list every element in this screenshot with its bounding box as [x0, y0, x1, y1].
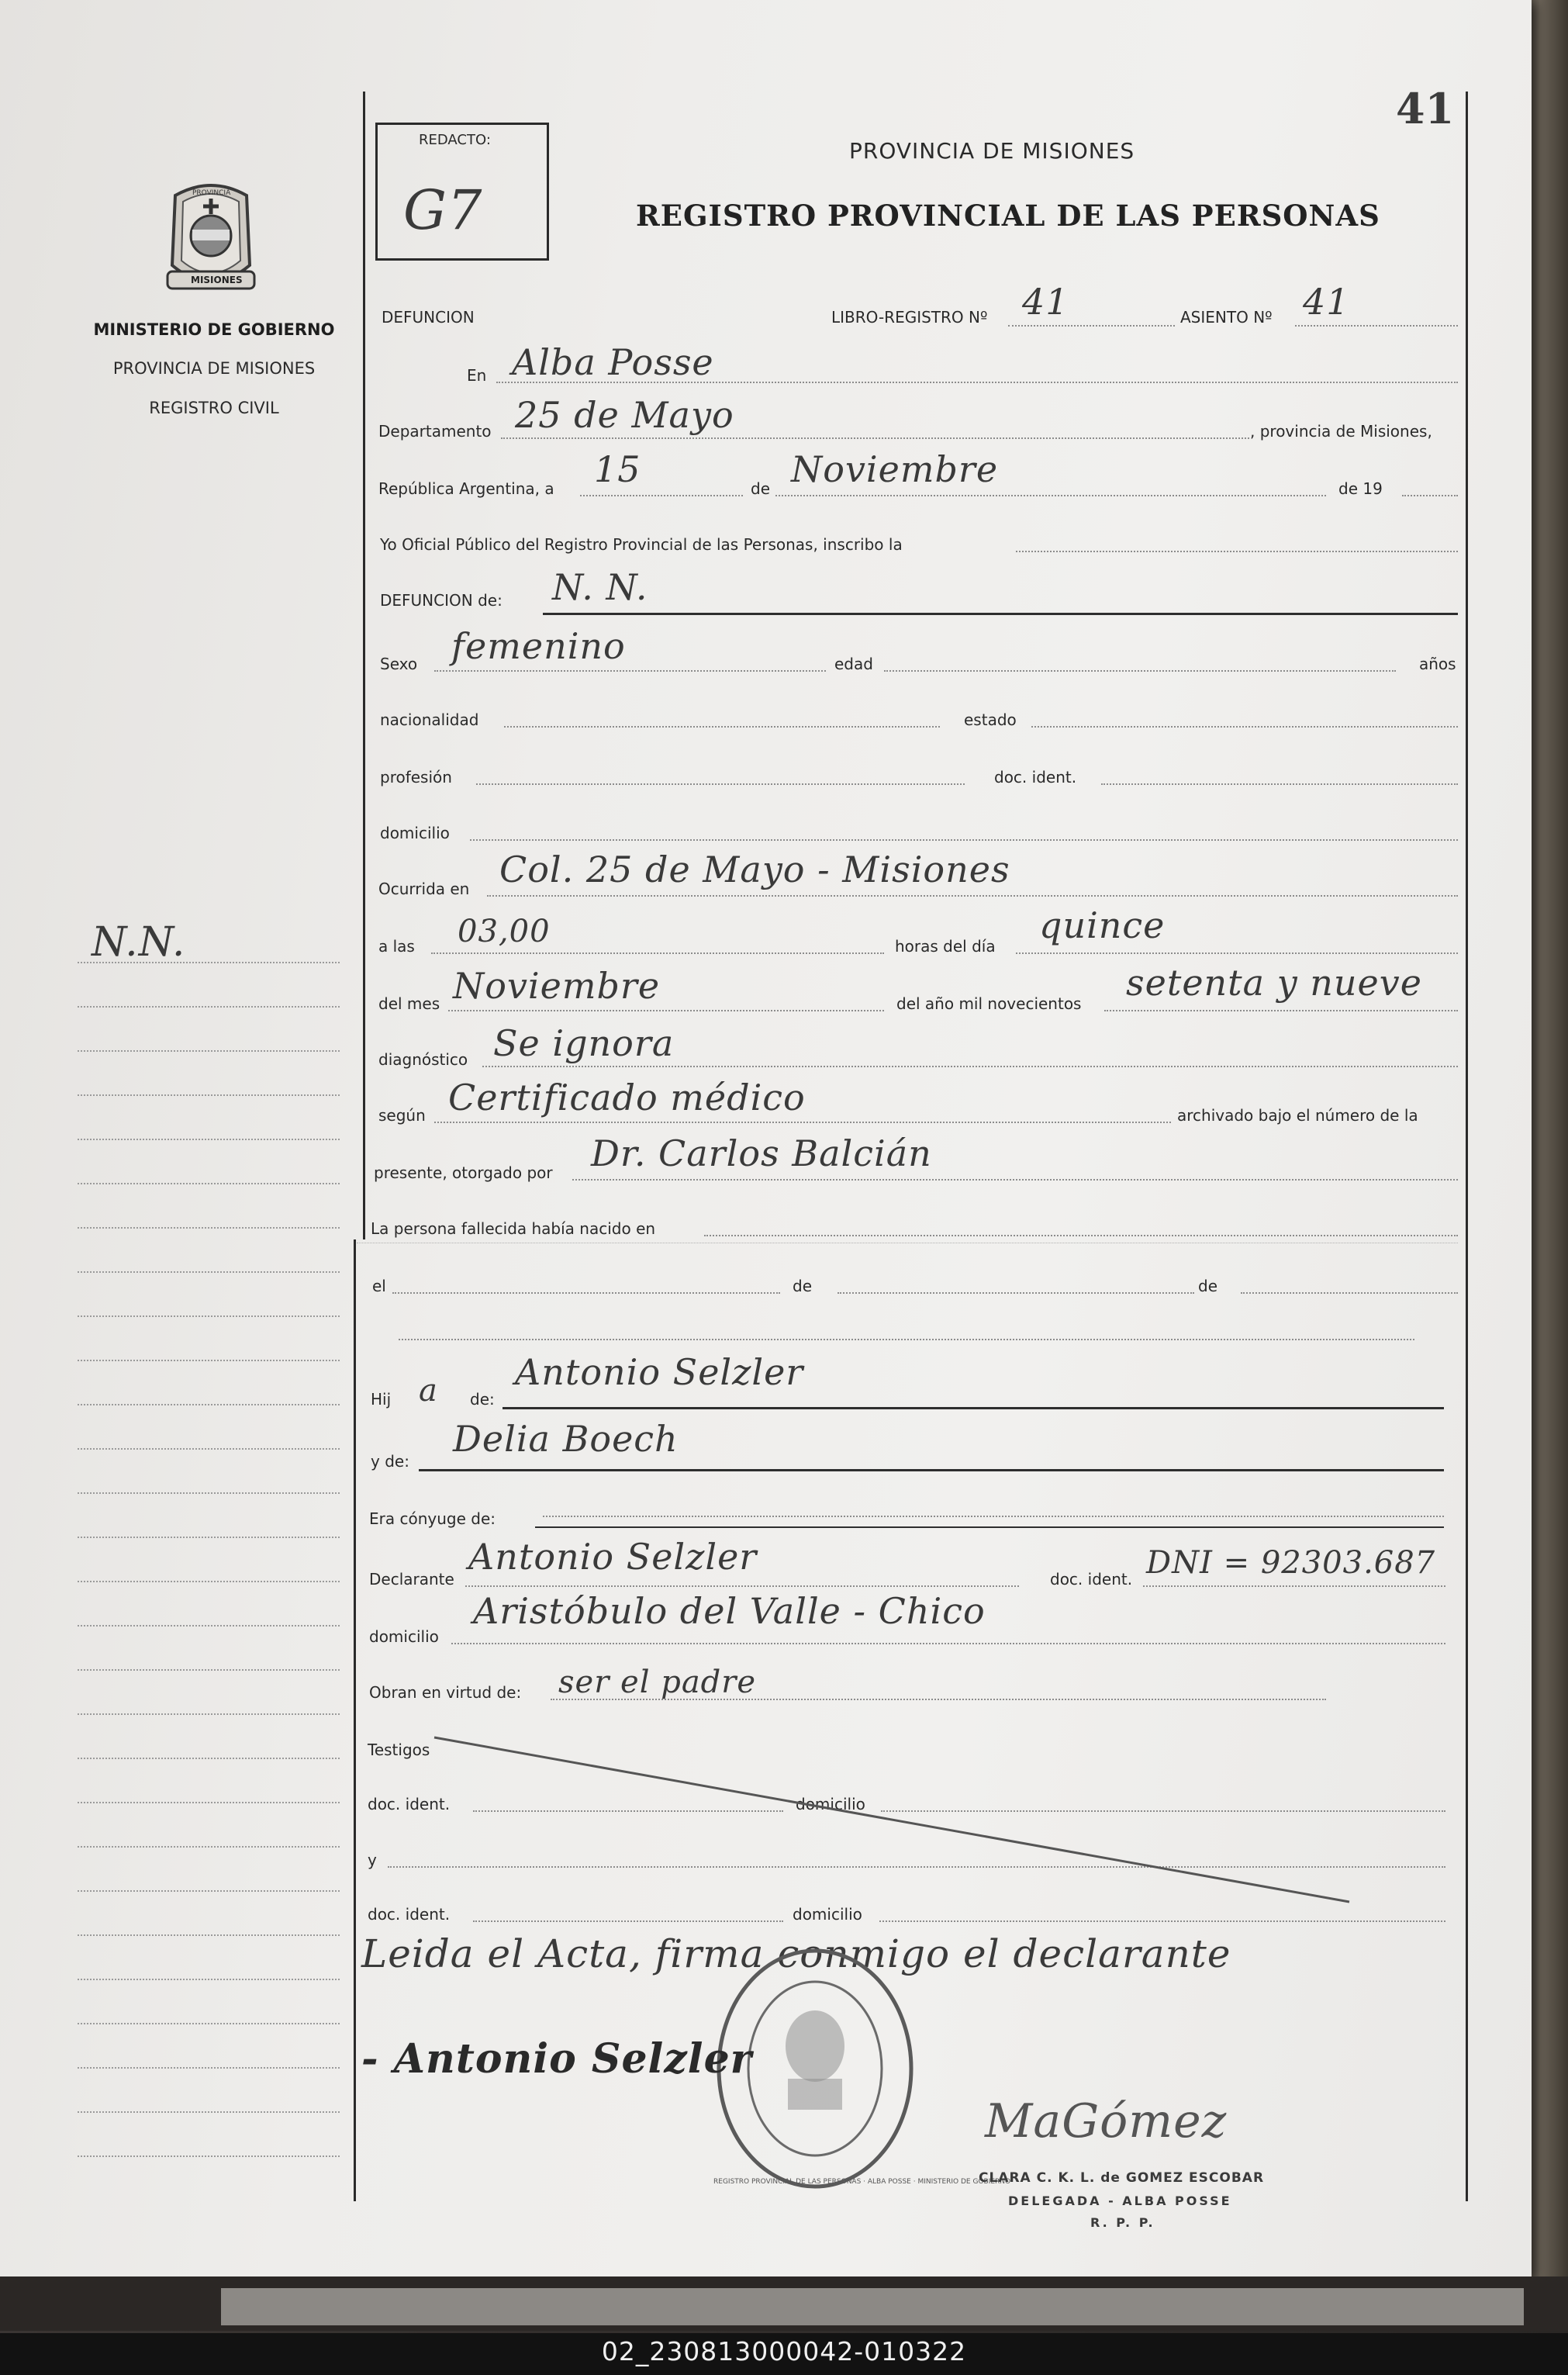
redacto-value: G7 — [403, 178, 483, 242]
declarante-dom-value: Aristóbulo del Valle - Chico — [473, 1590, 986, 1632]
yo-oficial-text: Yo Oficial Público del Registro Provincial de las Personas, inscribo la — [380, 535, 903, 554]
margin-line — [78, 1315, 340, 1318]
margin-line — [78, 1227, 340, 1229]
record-type: DEFUNCION — [382, 308, 475, 327]
de-b-line — [1241, 1292, 1458, 1295]
defuncion-de-line — [543, 613, 1458, 615]
ocurrida-line — [487, 895, 1458, 897]
doc-ident-label: doc. ident. — [994, 768, 1077, 786]
delmes-line — [448, 1010, 884, 1012]
el-line — [392, 1292, 780, 1295]
margin-line — [78, 1669, 340, 1671]
delmes-value: Noviembre — [453, 965, 661, 1007]
en-label: En — [467, 366, 487, 385]
libro-value: 41 — [1022, 281, 1069, 323]
libro-label: LIBRO-REGISTRO Nº — [831, 308, 988, 327]
margin-line — [78, 1802, 340, 1804]
alas-value: 03,00 — [458, 914, 551, 949]
t2-dom-line — [879, 1920, 1445, 1923]
margin-line — [78, 1492, 340, 1495]
ocurrida-value: Col. 25 de Mayo - Misiones — [499, 849, 1010, 890]
republica-label: República Argentina, a — [378, 479, 554, 498]
seal-text-top: PROVINCIA — [192, 189, 231, 197]
libro-line — [1008, 325, 1175, 327]
presente-value: Dr. Carlos Balcián — [591, 1132, 932, 1174]
t2-doc-line — [473, 1920, 783, 1923]
margin-line — [78, 1979, 340, 1981]
margin-line — [78, 1846, 340, 1848]
nacionalidad-label: nacionalidad — [380, 710, 479, 729]
mes-value: Noviembre — [791, 448, 999, 490]
de-label: de — [751, 479, 770, 498]
delano-line — [1104, 1010, 1458, 1012]
hij-label: Hij — [371, 1390, 392, 1409]
right-border-rule — [1466, 92, 1468, 2201]
declarante-value: Antonio Selzler — [468, 1536, 758, 1578]
ministry-seal — [161, 180, 261, 295]
margin-line — [78, 1537, 340, 1539]
provincia-suffix: , provincia de Misiones, — [1250, 422, 1432, 441]
margin-line — [78, 1713, 340, 1716]
margin-line — [78, 1448, 340, 1450]
image-caption: 02_230813000042-010322 — [601, 2336, 967, 2366]
yde-label: y de: — [371, 1452, 409, 1471]
departamento-line — [501, 437, 1249, 440]
estado-line — [1031, 726, 1458, 728]
segun-value: Certificado médico — [448, 1077, 806, 1118]
conyuge-line — [535, 1526, 1444, 1528]
t1-doc-label: doc. ident. — [368, 1795, 451, 1813]
margin-line — [78, 1139, 340, 1141]
cancel-stroke — [434, 1737, 1349, 1908]
year-line — [1402, 495, 1458, 497]
dia-value: 15 — [594, 448, 641, 490]
diagnostico-value: Se ignora — [493, 1022, 675, 1064]
domicilio-label: domicilio — [380, 824, 450, 842]
estado-label: estado — [964, 710, 1017, 729]
seal-text-bottom: MISIONES — [191, 275, 243, 285]
yo-oficial-line — [1016, 551, 1458, 553]
declarante-dom-label: domicilio — [369, 1627, 439, 1646]
diagnostico-line — [482, 1066, 1458, 1068]
next-page-edge — [221, 2288, 1524, 2325]
margin-note: N.N. — [92, 919, 186, 966]
departamento-value: 25 de Mayo — [515, 394, 734, 436]
left-border-rule — [363, 92, 365, 1239]
obran-label: Obran en virtud de: — [369, 1683, 522, 1702]
sexo-value: femenino — [451, 625, 626, 667]
official-org: R. P. P. — [1090, 2215, 1155, 2230]
defuncion-de-value: N. N. — [552, 566, 648, 608]
margin-line — [78, 2111, 340, 2114]
conyuge-label: Era cónyuge de: — [369, 1509, 496, 1528]
el-label: el — [372, 1277, 386, 1295]
margin-line — [78, 1050, 340, 1053]
dia-line — [580, 495, 743, 497]
margin-line — [78, 1006, 340, 1008]
mes-line — [775, 495, 1326, 497]
ministry-name: MINISTERIO DE GOBIERNO — [93, 320, 335, 339]
diagnostico-label: diagnóstico — [378, 1050, 468, 1069]
declarante-doc-line — [1143, 1585, 1445, 1588]
margin-line — [78, 2023, 340, 2025]
de19-label: de 19 — [1338, 479, 1383, 498]
doc-ident-line — [1101, 783, 1458, 786]
ministry-province: PROVINCIA DE MISIONES — [112, 359, 316, 378]
testigos-label: Testigos — [368, 1741, 430, 1759]
margin-line — [78, 1625, 340, 1627]
margin-line — [78, 1581, 340, 1583]
margin-line — [78, 1758, 340, 1760]
stamp-text: REGISTRO PROVINCIAL DE LAS PERSONAS · ALBA POSSE · MINISTERIO DE GOBIERNO — [713, 2178, 1011, 2186]
yde-value: Delia Boech — [453, 1418, 679, 1460]
margin-line — [78, 1094, 340, 1097]
departamento-label: Departamento — [378, 422, 492, 441]
nacido-line — [704, 1235, 1458, 1237]
t1-dom-label: domicilio — [796, 1795, 865, 1813]
declarante-line — [465, 1585, 1019, 1588]
official-role: DELEGADA - ALBA POSSE — [1008, 2194, 1232, 2208]
declarante-signature: - Antonio Selzler — [361, 2035, 753, 2083]
t2-dom-label: domicilio — [793, 1905, 862, 1924]
declarante-label: Declarante — [369, 1570, 454, 1589]
hij-value: Antonio Selzler — [515, 1351, 804, 1393]
ocurrida-label: Ocurrida en — [378, 880, 470, 898]
hij-suffix: a — [419, 1373, 438, 1409]
official-signature: MaGómez — [985, 2094, 1228, 2149]
margin-line — [78, 1404, 340, 1406]
y-label: y — [368, 1851, 377, 1869]
delano-label: del año mil novecientos — [896, 994, 1082, 1013]
profesion-label: profesión — [380, 768, 452, 786]
official-name: CLARA C. K. L. de GOMEZ ESCOBAR — [979, 2170, 1265, 2186]
edad-label: edad — [834, 655, 873, 673]
yde-line — [419, 1469, 1444, 1471]
delmes-label: del mes — [378, 994, 440, 1013]
horas-label: horas del día — [895, 937, 996, 956]
header-province: PROVINCIA DE MISIONES — [849, 138, 1135, 164]
margin-line — [78, 1890, 340, 1893]
left-border-rule-lower — [354, 1239, 356, 2201]
margin-line — [78, 1271, 340, 1274]
archivado-label: archivado bajo el número de la — [1177, 1106, 1418, 1125]
de-a-label: de — [793, 1277, 812, 1295]
t2-doc-label: doc. ident. — [368, 1905, 451, 1924]
horas-line — [1016, 952, 1458, 955]
blank-line — [399, 1339, 1414, 1341]
declarante-doc-value: DNI = 92303.687 — [1146, 1545, 1436, 1581]
sexo-label: Sexo — [380, 655, 418, 673]
declarante-doc-label: doc. ident. — [1050, 1570, 1133, 1589]
conyuge-line-dotted — [543, 1516, 1444, 1518]
domicilio-line — [470, 839, 1458, 842]
margin-line — [78, 1360, 340, 1362]
leida-text: Leida el Acta, firma conmigo el declarante — [361, 1931, 1231, 1976]
ministry-registry: REGISTRO CIVIL — [149, 399, 279, 417]
hij-line — [503, 1407, 1444, 1409]
declarante-dom-line — [451, 1643, 1445, 1645]
hij-de-label: de: — [470, 1390, 495, 1409]
en-value: Alba Posse — [512, 341, 714, 383]
asiento-value: 41 — [1303, 281, 1350, 323]
nacido-label: La persona fallecida había nacido en — [371, 1219, 656, 1238]
de-a-line — [838, 1292, 1194, 1295]
margin-line — [78, 1183, 340, 1185]
alas-label: a las — [378, 937, 415, 956]
de-b-label: de — [1198, 1277, 1217, 1295]
alas-line — [431, 952, 884, 955]
segun-line — [434, 1122, 1171, 1124]
delano-value: setenta y nueve — [1126, 962, 1422, 1004]
presente-line — [572, 1179, 1458, 1181]
redacto-label: REDACTO: — [419, 132, 491, 148]
margin-line — [78, 2155, 340, 2158]
asiento-line — [1295, 325, 1458, 327]
horas-value: quince — [1039, 904, 1166, 946]
segun-label: según — [378, 1106, 426, 1125]
margin-line — [78, 2067, 340, 2069]
obran-value: ser el padre — [558, 1665, 757, 1700]
page-number: 41 — [1396, 84, 1455, 133]
presente-label: presente, otorgado por — [374, 1163, 553, 1182]
margin-line — [78, 1934, 340, 1937]
asiento-label: ASIENTO Nº — [1180, 308, 1273, 327]
defuncion-de-label: DEFUNCION de: — [380, 591, 503, 610]
sexo-line — [434, 670, 826, 672]
profesion-line — [476, 783, 965, 786]
edad-line — [884, 670, 1396, 672]
header-title: REGISTRO PROVINCIAL DE LAS PERSONAS — [636, 199, 1380, 233]
nacionalidad-line — [504, 726, 940, 728]
nacido-divider — [357, 1243, 1458, 1244]
anos-label: años — [1419, 655, 1456, 673]
